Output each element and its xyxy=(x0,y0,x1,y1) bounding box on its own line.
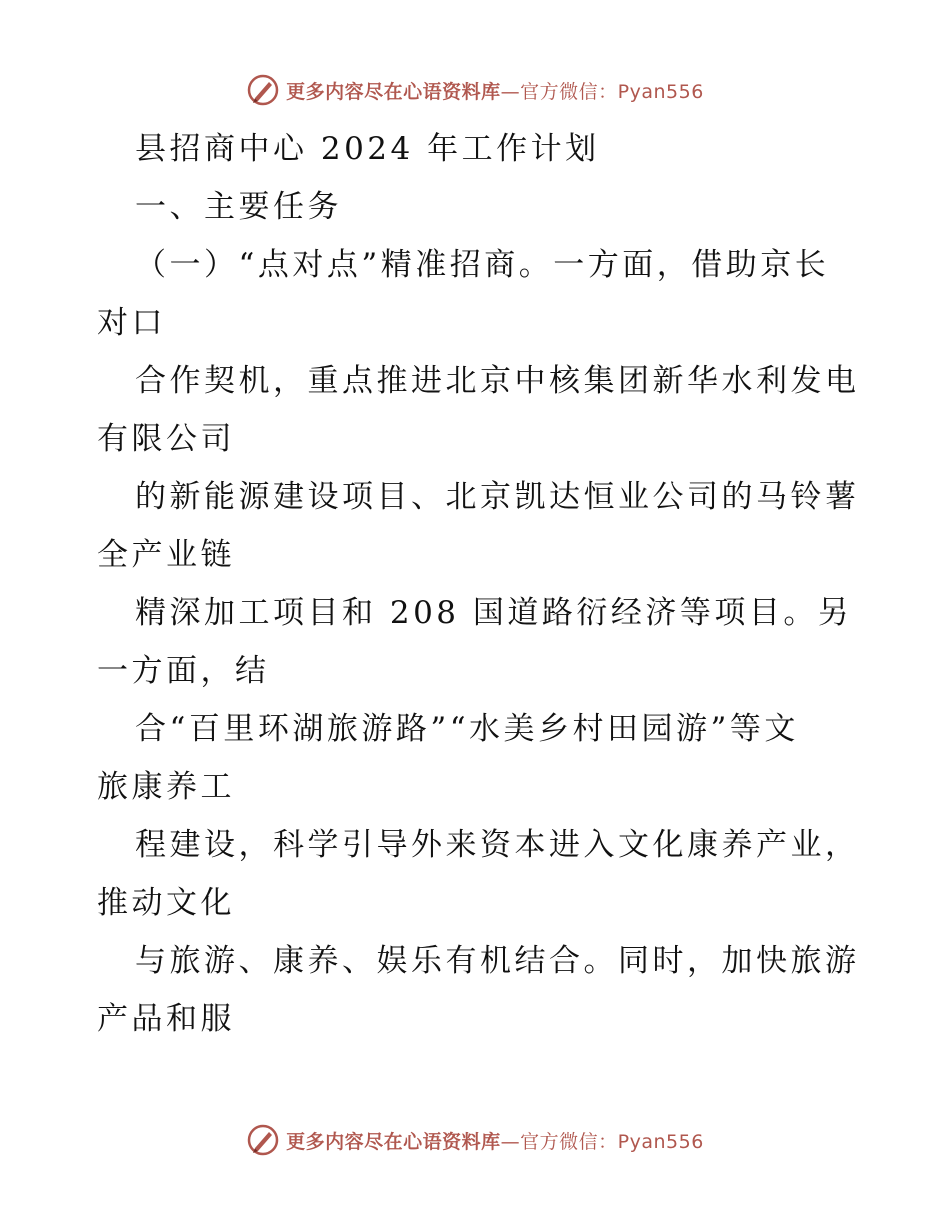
header-watermark xyxy=(0,70,950,110)
pen-logo-icon xyxy=(246,73,280,107)
text-line: 产品和服 xyxy=(97,1001,235,1037)
text-line: 对口 xyxy=(97,305,166,341)
pen-logo-icon xyxy=(246,1123,280,1157)
watermark-brand: 更多内容尽在心语资料库 xyxy=(286,1130,501,1153)
text-line: 全产业链 xyxy=(97,537,235,573)
text-line: 县招商中心 2024 年工作计划 xyxy=(135,131,600,167)
text-line: 一方面，结 xyxy=(97,653,270,689)
text-line: 旅康养工 xyxy=(97,769,235,805)
text-line: 推动文化 xyxy=(97,885,235,921)
watermark-text xyxy=(286,1127,704,1154)
watermark-suffix: —官方微信：Pyan556 xyxy=(500,1130,704,1153)
text-line: 程建设，科学引导外来资本进入文化康养产业， xyxy=(135,827,860,863)
watermark-brand: 更多内容尽在心语资料库 xyxy=(286,80,501,103)
text-line: 合作契机，重点推进北京中核集团新华水利发电 xyxy=(135,363,860,399)
watermark-suffix: —官方微信：Pyan556 xyxy=(500,80,704,103)
text-line: 与旅游、康养、娱乐有机结合。同时，加快旅游 xyxy=(135,943,860,979)
text-line: 精深加工项目和 208 国道路衍经济等项目。另 xyxy=(135,595,853,631)
text-line: 有限公司 xyxy=(97,421,235,457)
text-line: （一）“点对点”精准招商。一方面，借助京长 xyxy=(135,247,830,283)
footer-watermark xyxy=(0,1120,950,1160)
document-body xyxy=(97,120,860,1048)
watermark-text xyxy=(286,77,704,104)
text-line: 一、主要任务 xyxy=(135,189,342,225)
text-line: 合“百里环湖旅游路”“水美乡村田园游”等文 xyxy=(135,711,799,747)
text-line: 的新能源建设项目、北京凯达恒业公司的马铃薯 xyxy=(135,479,860,515)
